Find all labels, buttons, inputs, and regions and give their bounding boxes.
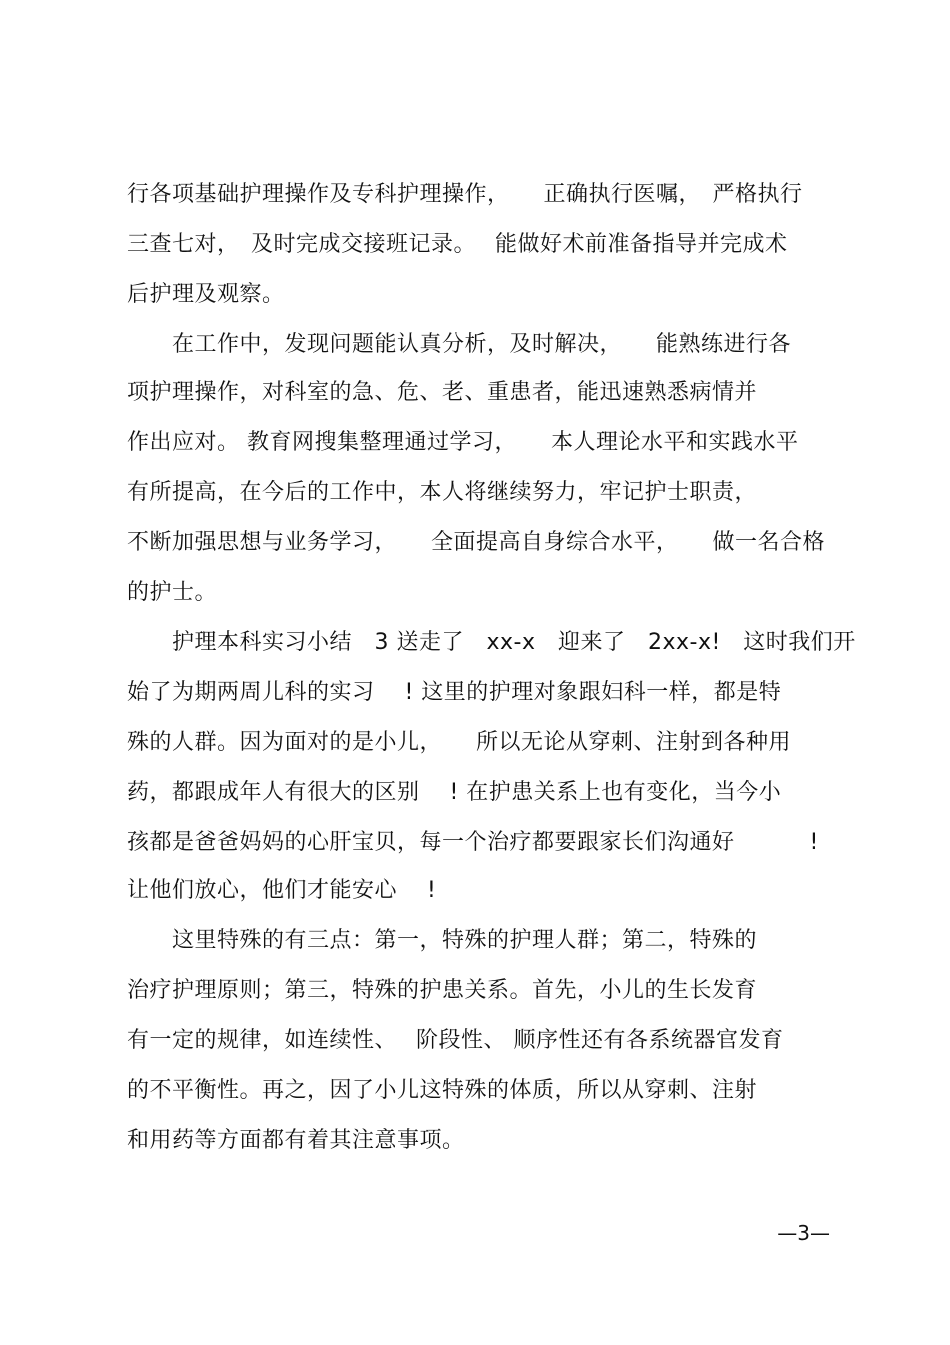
text-line: 的护士。 [127,580,218,605]
text-line: 在工作中，发现问题能认真分析，及时解决， 能熟练进行各 [127,332,792,357]
text-line: 孩都是爸爸妈妈的心肝宝贝，每一个治疗都要跟家长们沟通好 ! [127,830,819,855]
text-line: 后护理及观察。 [127,282,285,307]
text-line: 不断加强思想与业务学习， 全面提高自身综合水平， 做一名合格 [127,530,826,555]
text-line: 这里特殊的有三点：第一，特殊的护理人群；第二，特殊的 [127,928,758,953]
text-line: 药，都跟成年人有很大的区别 ! 在护患关系上也有变化，当今小 [127,780,782,805]
page-number: —3— [777,1221,830,1245]
text-line: 三查七对， 及时完成交接班记录。 能做好术前准备指导并完成术 [127,232,788,257]
text-line: 和用药等方面都有着其注意事项。 [127,1128,465,1153]
text-line: 让他们放心，他们才能安心 ! [127,878,437,903]
text-line: 作出应对。 教育网搜集整理通过学习， 本人理论水平和实践水平 [127,430,799,455]
text-line: 项护理操作，对科室的急、危、老、重患者，能迅速熟悉病情并 [127,380,758,405]
text-line: 治疗护理原则；第三，特殊的护患关系。首先，小儿的生长发育 [127,978,758,1003]
text-line: 始了为期两周儿科的实习 ! 这里的护理对象跟妇科一样，都是特 [127,680,782,705]
text-line: 殊的人群。因为面对的是小儿， 所以无论从穿刺、注射到各种用 [127,730,792,755]
text-line: 护理本科实习小结 3 送走了 xx-x 迎来了 2xx-x! 这时我们开 [127,630,856,655]
text-line: 有一定的规律，如连续性、 阶段性、 顺序性还有各系统器官发育 [127,1028,784,1053]
text-line: 的不平衡性。再之，因了小儿这特殊的体质，所以从穿刺、注射 [127,1078,758,1103]
text-line: 行各项基础护理操作及专科护理操作， 正确执行医嘱， 严格执行 [127,182,803,207]
text-line: 有所提高，在今后的工作中，本人将继续努力，牢记护士职责， [127,480,758,505]
